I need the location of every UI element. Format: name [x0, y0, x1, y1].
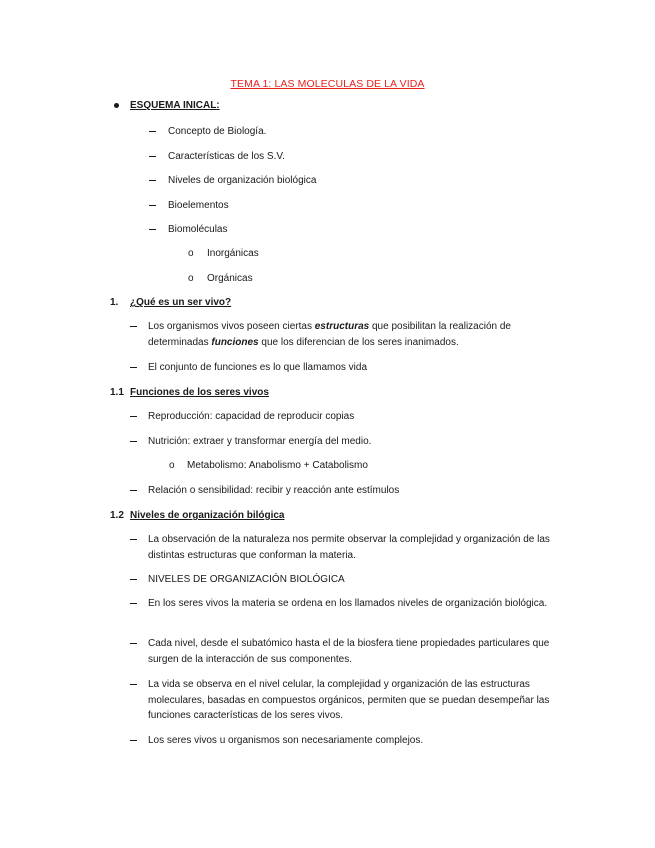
- dash-icon: [130, 539, 137, 540]
- paragraph: [148, 319, 573, 350]
- schema-item: Concepto de Biología.: [168, 126, 267, 137]
- list-item: Nutrición: extraer y transformar energía del medio.: [148, 436, 372, 447]
- circle-bullet-icon: o: [188, 273, 194, 284]
- dash-icon: [130, 740, 137, 741]
- circle-bullet-icon: o: [169, 460, 175, 471]
- dash-icon: [130, 367, 137, 368]
- dash-icon: [130, 684, 137, 685]
- dash-icon: [149, 156, 156, 157]
- section-heading: Funciones de los seres vivos: [130, 387, 269, 398]
- paragraph: Cada nivel, desde el subatómico hasta el de la biosfera tiene propiedades particulares que surgen de la interacción de sus componentes.: [148, 638, 550, 665]
- circle-bullet-icon: o: [188, 248, 194, 259]
- dash-icon: [149, 180, 156, 181]
- schema-item: Niveles de organización biológica: [168, 175, 317, 186]
- dash-icon: [149, 205, 156, 206]
- text-run: que los diferencian de los seres inanimados.: [258, 336, 459, 348]
- text-run: que posibilitan la realización de determinadas: [148, 321, 511, 348]
- paragraph: El conjunto de funciones es lo que llamamos vida: [148, 362, 368, 373]
- text-run: Los organismos vivos poseen ciertas: [148, 321, 315, 332]
- document-title: TEMA 1: LAS MOLECULAS DE LA VIDA: [230, 78, 425, 90]
- schema-subitem: Orgánicas: [207, 273, 253, 284]
- section-heading: ¿Qué es un ser vivo?: [130, 297, 232, 308]
- paragraph: NIVELES DE ORGANIZACIÓN BIOLÓGICA: [148, 574, 345, 585]
- paragraph: Los seres vivos u organismos son necesariamente complejos.: [148, 735, 424, 746]
- section-heading: Niveles de organización bilógica: [130, 510, 285, 521]
- paragraph: La observación de la naturaleza nos permite observar la complejidad y organización de las distintas estructuras que conforman la materia.: [148, 534, 550, 561]
- paragraph: La vida se observa en el nivel celular, la complejidad y organización de las estructuras moleculares, basadas en compuestos orgánicos, permiten que se puedan desempeñar las funciones características de los seres vivos.: [148, 679, 550, 721]
- bullet-icon: [114, 103, 119, 108]
- dash-icon: [130, 579, 137, 580]
- dash-icon: [130, 490, 137, 491]
- schema-item: Biomoléculas: [168, 224, 228, 235]
- paragraph: En los seres vivos la materia se ordena en los llamados niveles de organización biológica.: [148, 598, 548, 609]
- section-number: 1.2: [110, 510, 124, 521]
- dash-icon: [149, 229, 156, 230]
- dash-icon: [130, 441, 137, 442]
- emphasis-text: estructuras: [314, 321, 370, 332]
- schema-heading: ESQUEMA INICAL:: [130, 100, 220, 111]
- dash-icon: [149, 131, 156, 132]
- section-number: 1.1: [110, 387, 124, 398]
- emphasis-text: funciones: [211, 336, 259, 348]
- dash-icon: [130, 326, 137, 327]
- list-item: Reproducción: capacidad de reproducir copias: [148, 411, 355, 422]
- list-subitem: Metabolismo: Anabolismo + Catabolismo: [187, 460, 368, 471]
- list-item: Relación o sensibilidad: recibir y reacción ante estímulos: [148, 485, 400, 496]
- schema-subitem: Inorgánicas: [207, 248, 259, 259]
- schema-item: Características de los S.V.: [168, 151, 285, 162]
- section-number: 1.: [110, 297, 119, 308]
- dash-icon: [130, 416, 137, 417]
- dash-icon: [130, 643, 137, 644]
- dash-icon: [130, 603, 137, 604]
- schema-item: Bioelementos: [168, 200, 229, 211]
